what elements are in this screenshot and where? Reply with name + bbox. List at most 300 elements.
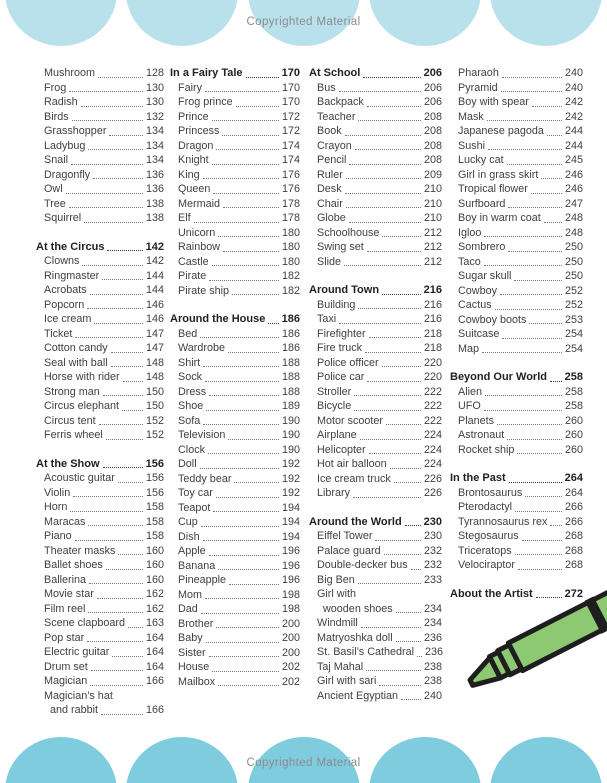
toc-entry-label: Knight <box>178 154 209 166</box>
dot-leader <box>411 569 421 570</box>
toc-entry <box>170 110 300 125</box>
toc-entry-page-number: 196 <box>281 559 300 572</box>
toc-entry-page-number: 128 <box>145 67 164 79</box>
dot-leader <box>344 265 421 266</box>
section-heading-label: At the Show <box>36 457 100 470</box>
dot-leader <box>394 482 421 483</box>
toc-entry-label: Unicorn <box>178 226 216 239</box>
dot-leader <box>212 671 279 672</box>
toc-entry-page-number: 170 <box>281 81 300 94</box>
toc-entry-page-number: 150 <box>145 400 164 412</box>
toc-entry <box>36 645 164 660</box>
toc-entry-page-number: 208 <box>423 139 442 152</box>
toc-entry-page-number: 144 <box>145 269 164 282</box>
toc-entry-page-number: 238 <box>423 660 442 673</box>
toc-entry-page-number: 253 <box>564 313 583 326</box>
toc-entry-page-number: 163 <box>145 617 164 629</box>
toc-entry-label: Girl in grass skirt <box>458 168 539 181</box>
toc-entry-page-number: 192 <box>281 458 300 470</box>
toc-entry-label: Tyrannosaurus rex <box>458 515 548 528</box>
dot-leader <box>200 468 279 469</box>
toc-section <box>450 471 583 573</box>
toc-entry-page-number: 152 <box>145 414 164 427</box>
toc-entry-label: Crayon <box>317 139 352 152</box>
toc-entry-page-number: 248 <box>564 226 583 239</box>
toc-entry <box>36 674 164 689</box>
dot-leader <box>111 366 143 367</box>
toc-entry-page-number: 240 <box>564 81 583 94</box>
toc-entry <box>36 312 164 327</box>
dot-leader <box>216 149 279 150</box>
toc-entry <box>170 588 300 603</box>
dot-leader <box>236 106 279 107</box>
toc-entry <box>450 153 583 168</box>
toc-entry-label: Library <box>317 487 351 499</box>
toc-entry <box>36 573 164 588</box>
dot-leader <box>103 467 143 468</box>
toc-section <box>309 515 442 704</box>
toc-entry-label: Ruler <box>317 168 343 181</box>
section-heading-label: In the Past <box>450 472 506 484</box>
toc-entry-page-number: 166 <box>145 675 164 687</box>
toc-entry-page-number: 160 <box>145 573 164 586</box>
dot-leader <box>369 453 421 454</box>
toc-entry-label: Taco <box>458 255 481 268</box>
toc-column-3 <box>309 66 442 703</box>
toc-entry-page-number: 146 <box>145 298 164 311</box>
toc-entry-page-number: 130 <box>145 96 164 108</box>
toc-entry-label: Toy car <box>178 487 213 499</box>
toc-entry-label: Prince <box>178 110 209 123</box>
toc-entry-label: Violin <box>44 486 71 499</box>
toc-entry <box>170 95 300 110</box>
toc-entry <box>36 428 164 443</box>
dot-leader <box>112 656 143 657</box>
toc-entry <box>309 139 442 154</box>
section-heading <box>450 471 583 486</box>
toc-entry-page-number: 174 <box>281 139 300 152</box>
toc-entry-label: Palace guard <box>317 544 381 557</box>
dot-leader <box>91 670 143 671</box>
toc-entry-page-number: 238 <box>423 675 442 687</box>
toc-entry-label: Building <box>317 298 356 311</box>
toc-section <box>450 370 583 457</box>
toc-entry <box>170 240 300 255</box>
dot-leader <box>544 222 562 223</box>
toc-entry-label: Mushroom <box>44 67 96 79</box>
toc-entry <box>36 616 164 631</box>
dot-leader <box>417 656 422 657</box>
toc-entry-page-number: 150 <box>145 385 164 398</box>
toc-entry-page-number: 218 <box>423 342 442 354</box>
dot-leader <box>89 583 143 584</box>
toc-section <box>450 66 583 356</box>
toc-entry-page-number: 246 <box>564 168 583 181</box>
dot-leader <box>69 207 143 208</box>
toc-entry <box>450 211 583 226</box>
dot-leader <box>532 106 562 107</box>
toc-entry <box>36 414 164 429</box>
dot-leader <box>358 308 421 309</box>
toc-entry <box>309 168 442 183</box>
section-heading-label: In a Fairy Tale <box>170 67 243 79</box>
toc-entry <box>36 197 164 212</box>
toc-entry-label: Schoolhouse <box>317 226 380 239</box>
toc-entry-page-number: 188 <box>281 356 300 369</box>
toc-entry-label: Ice cream <box>44 313 92 325</box>
dot-leader <box>223 251 279 252</box>
toc-entry <box>450 500 583 515</box>
copyright-notice-bottom: Copyrighted Material <box>246 757 361 769</box>
toc-entry-page-number: 212 <box>423 255 442 268</box>
toc-entry-label: Astronaut <box>458 429 505 441</box>
toc-entry <box>450 139 583 154</box>
toc-entry <box>450 168 583 183</box>
toc-entry-label: Backpack <box>317 96 364 108</box>
dot-leader <box>346 207 421 208</box>
toc-entry-label: Pirate <box>178 270 207 282</box>
dot-leader <box>209 280 279 281</box>
toc-entry-page-number: 260 <box>564 429 583 441</box>
toc-entry-page-number: 224 <box>423 458 442 470</box>
toc-entry-page-number: 236 <box>423 631 442 644</box>
dot-leader <box>218 236 279 237</box>
toc-entry-page-number: 198 <box>281 603 300 615</box>
toc-entry-page-number: 192 <box>281 472 300 485</box>
toc-entry-label: Suitcase <box>458 328 500 340</box>
section-heading-page-number: 258 <box>564 371 583 383</box>
toc-section <box>36 240 164 443</box>
dot-leader <box>90 685 143 686</box>
dot-leader <box>106 569 143 570</box>
dot-leader <box>222 135 279 136</box>
toc-entry-label: Surfboard <box>458 197 506 210</box>
toc-entry-label: Popcorn <box>44 298 85 311</box>
toc-entry-label: Windmill <box>317 617 358 629</box>
dot-leader <box>345 135 421 136</box>
dot-leader <box>346 178 421 179</box>
toc-entry-label: Squirrel <box>44 212 82 224</box>
toc-entry-label: Clock <box>178 443 205 456</box>
toc-entry-page-number: 210 <box>423 183 442 195</box>
dot-leader <box>525 496 562 497</box>
toc-entry-label: Ferris wheel <box>44 429 103 441</box>
toc-entry-page-number: 258 <box>564 400 583 412</box>
toc-entry <box>36 544 164 559</box>
toc-entry-label: Piano <box>44 530 72 542</box>
toc-entry <box>170 284 300 299</box>
dot-leader <box>69 91 143 92</box>
dot-leader <box>216 497 279 498</box>
dot-leader <box>386 424 421 425</box>
toc-entry-label: Slide <box>317 255 342 268</box>
dot-leader <box>365 352 421 353</box>
toc-entry <box>36 110 164 125</box>
toc-entry-label: Brother <box>178 617 214 630</box>
toc-entry <box>170 486 300 501</box>
toc-entry <box>36 254 164 269</box>
toc-entry <box>36 385 164 400</box>
toc-entry <box>36 486 164 501</box>
toc-entry <box>309 414 442 429</box>
toc-entry-label: Police car <box>317 371 365 383</box>
toc-entry-label: Taxi <box>317 313 337 325</box>
toc-entry <box>450 255 583 270</box>
section-heading-label: Beyond Our World <box>450 371 547 383</box>
toc-section <box>309 283 442 501</box>
toc-entry-page-number: 208 <box>423 154 442 166</box>
dot-leader <box>90 294 143 295</box>
toc-entry-page-number: 186 <box>281 342 300 354</box>
toc-entry-label: Book <box>317 125 342 137</box>
toc-entry-label: Tropical flower <box>458 183 528 195</box>
toc-entry-page-number: 134 <box>145 125 164 137</box>
toc-entry-continuation-label: and rabbit <box>50 704 99 716</box>
dot-leader <box>75 540 143 541</box>
toc-entry-page-number: 148 <box>145 371 164 383</box>
toc-entry <box>170 327 300 342</box>
toc-entry <box>450 182 583 197</box>
toc-entry-label: Rainbow <box>178 241 221 253</box>
copyright-notice-top: Copyrighted Material <box>246 16 361 28</box>
toc-entry-label: Circus tent <box>44 414 96 427</box>
toc-entry-page-number: 252 <box>564 299 583 311</box>
toc-entry-label: Frog <box>44 81 67 94</box>
toc-entry <box>170 226 300 241</box>
toc-section <box>309 66 442 269</box>
dot-leader <box>218 685 279 686</box>
section-heading <box>36 240 164 255</box>
toc-entry <box>170 660 300 675</box>
dot-leader <box>73 496 143 497</box>
dot-leader <box>213 193 279 194</box>
toc-entry-label: Baby <box>178 632 203 644</box>
toc-entry-label: Magician’s hat <box>44 689 113 702</box>
toc-entry-page-number: 178 <box>281 212 300 224</box>
toc-entry-label: Queen <box>178 183 211 195</box>
toc-entry-label: Seal with ball <box>44 356 108 369</box>
toc-entry-page-number: 206 <box>423 81 442 94</box>
toc-entry <box>170 457 300 472</box>
toc-entry-label: Frog prince <box>178 96 233 108</box>
toc-entry-label: Police officer <box>317 356 379 369</box>
dot-leader <box>369 337 421 338</box>
toc-entry-page-number: 148 <box>145 356 164 369</box>
toc-entry-label: Igloo <box>458 226 482 239</box>
toc-entry-page-number: 162 <box>145 602 164 615</box>
toc-entry-page-number: 200 <box>281 632 300 644</box>
toc-entry-page-number: 134 <box>145 139 164 152</box>
toc-entry-page-number: 264 <box>564 486 583 499</box>
toc-entry-page-number: 226 <box>423 472 442 485</box>
toc-entry-continuation <box>36 703 164 718</box>
toc-entry-page-number: 202 <box>281 675 300 688</box>
toc-entry-label: Theater masks <box>44 544 116 557</box>
toc-entry-label: Pop star <box>44 631 85 644</box>
dot-leader <box>232 294 279 295</box>
dot-leader <box>531 193 562 194</box>
toc-entry-label: Hot air balloon <box>317 458 387 470</box>
toc-entry-label: Desk <box>317 183 342 195</box>
dot-leader <box>345 193 421 194</box>
toc-entry-page-number: 147 <box>145 327 164 340</box>
toc-entry-label: Rocket ship <box>458 443 515 456</box>
dot-leader <box>339 91 421 92</box>
toc-entry-label: Cotton candy <box>44 342 108 354</box>
toc-entry-page-number: 212 <box>423 226 442 239</box>
dot-leader <box>118 554 143 555</box>
toc-entry-page-number: 136 <box>145 183 164 195</box>
toc-entry <box>309 689 442 704</box>
section-heading-label: At School <box>309 67 361 79</box>
toc-entry <box>309 124 442 139</box>
toc-entry-label: Airplane <box>317 429 357 441</box>
dot-leader <box>229 584 279 585</box>
toc-entry-page-number: 234 <box>423 617 442 629</box>
toc-entry <box>309 385 442 400</box>
dot-leader <box>550 525 562 526</box>
dot-leader <box>111 352 143 353</box>
toc-entry-page-number: 220 <box>423 356 442 369</box>
dot-leader <box>502 338 562 339</box>
toc-entry-label: Grasshopper <box>44 125 107 137</box>
toc-entry-label: Doll <box>178 458 197 470</box>
section-heading-page-number: 264 <box>564 472 583 484</box>
toc-entry <box>450 443 583 458</box>
dot-leader <box>358 583 421 584</box>
dot-leader <box>123 381 143 382</box>
toc-entry-label: Dish <box>178 530 200 543</box>
toc-entry-page-number: 132 <box>145 110 164 123</box>
toc-entry-label: Eiffel Tower <box>317 530 373 542</box>
dot-leader <box>228 352 279 353</box>
toc-entry-page-number: 266 <box>564 515 583 528</box>
dot-leader <box>354 410 421 411</box>
toc-entry <box>309 428 442 443</box>
dot-leader <box>84 222 143 223</box>
toc-entry-page-number: 224 <box>423 443 442 456</box>
toc-entry-label: Girl with sari <box>317 675 377 687</box>
toc-entry-page-number: 194 <box>281 501 300 514</box>
toc-entry-label: Drum set <box>44 660 88 673</box>
section-heading-page-number: 206 <box>423 67 442 79</box>
toc-entry-page-number: 158 <box>145 530 164 542</box>
toc-entry <box>170 428 300 443</box>
dot-leader <box>355 149 421 150</box>
section-heading-label: Around Town <box>309 284 380 296</box>
dot-leader <box>208 453 279 454</box>
toc-entry-label: Sister <box>178 646 206 659</box>
dot-leader <box>353 497 421 498</box>
toc-entry <box>170 515 300 530</box>
toc-entry-page-number: 208 <box>423 110 442 123</box>
toc-entry <box>450 399 583 414</box>
toc-entry <box>450 515 583 530</box>
toc-entry-label: Sock <box>178 371 203 383</box>
toc-entry <box>309 110 442 125</box>
toc-entry-label: Magician <box>44 675 88 687</box>
toc-entry <box>309 356 442 371</box>
toc-entry-page-number: 190 <box>281 414 300 427</box>
toc-entry <box>36 327 164 342</box>
toc-entry-label: Television <box>178 429 226 441</box>
dot-leader <box>367 381 421 382</box>
toc-entry-page-number: 244 <box>564 125 583 137</box>
toc-entry <box>36 81 164 96</box>
dot-leader <box>518 569 562 570</box>
section-heading-page-number: 170 <box>281 67 300 79</box>
toc-entry-label: Ballerina <box>44 573 87 586</box>
toc-entry-label: Horse with rider <box>44 371 120 383</box>
toc-entry <box>170 399 300 414</box>
toc-entry-page-number: 268 <box>564 530 583 542</box>
toc-entry-label: Sushi <box>458 139 486 152</box>
dot-leader <box>482 352 562 353</box>
toc-entry-label: Matryoshka doll <box>317 631 393 644</box>
toc-entry-label: Film reel <box>44 602 86 615</box>
toc-entry-page-number: 192 <box>281 487 300 499</box>
toc-entry <box>170 341 300 356</box>
toc-column-4 <box>450 66 583 601</box>
toc-entry <box>170 153 300 168</box>
toc-entry-page-number: 170 <box>281 96 300 108</box>
dot-leader <box>234 482 279 483</box>
dot-leader <box>203 366 279 367</box>
toc-entry <box>170 385 300 400</box>
dot-leader <box>203 178 279 179</box>
toc-entry <box>170 602 300 617</box>
toc-entry-page-number: 138 <box>145 197 164 210</box>
dot-leader <box>93 178 143 179</box>
toc-entry <box>450 269 583 284</box>
dot-leader <box>550 381 562 382</box>
toc-entry <box>450 529 583 544</box>
toc-entry <box>36 168 164 183</box>
toc-entry <box>450 327 583 342</box>
toc-entry <box>36 269 164 284</box>
toc-entry-page-number: 232 <box>423 559 442 571</box>
toc-entry-page-number: 233 <box>423 573 442 586</box>
section-heading <box>170 66 300 81</box>
section-heading <box>36 457 164 472</box>
toc-entry-page-number: 222 <box>423 414 442 427</box>
toc-entry-page-number: 160 <box>145 544 164 557</box>
toc-entry <box>36 341 164 356</box>
dot-leader <box>514 280 562 281</box>
toc-entry <box>36 124 164 139</box>
toc-entry <box>170 646 300 661</box>
toc-entry <box>450 197 583 212</box>
toc-entry <box>170 559 300 574</box>
toc-entry-label: Snail <box>44 154 69 166</box>
toc-entry-page-number: 188 <box>281 385 300 398</box>
toc-entry-page-number: 136 <box>145 168 164 181</box>
toc-entry-page-number: 176 <box>281 183 300 195</box>
toc-entry-page-number: 266 <box>564 501 583 513</box>
section-heading <box>170 312 300 327</box>
toc-entry-continuation-page-number: 166 <box>145 704 164 716</box>
dot-leader <box>213 511 279 512</box>
toc-entry-page-number: 208 <box>423 125 442 137</box>
toc-entry-label: Princess <box>178 125 220 137</box>
section-heading <box>309 283 442 298</box>
toc-column-1 <box>36 66 164 718</box>
toc-entry-label: Helicopter <box>317 443 366 456</box>
toc-entry-continuation-page-number: 234 <box>423 602 442 615</box>
dot-leader <box>502 77 562 78</box>
dot-leader <box>218 569 279 570</box>
toc-entry <box>170 573 300 588</box>
